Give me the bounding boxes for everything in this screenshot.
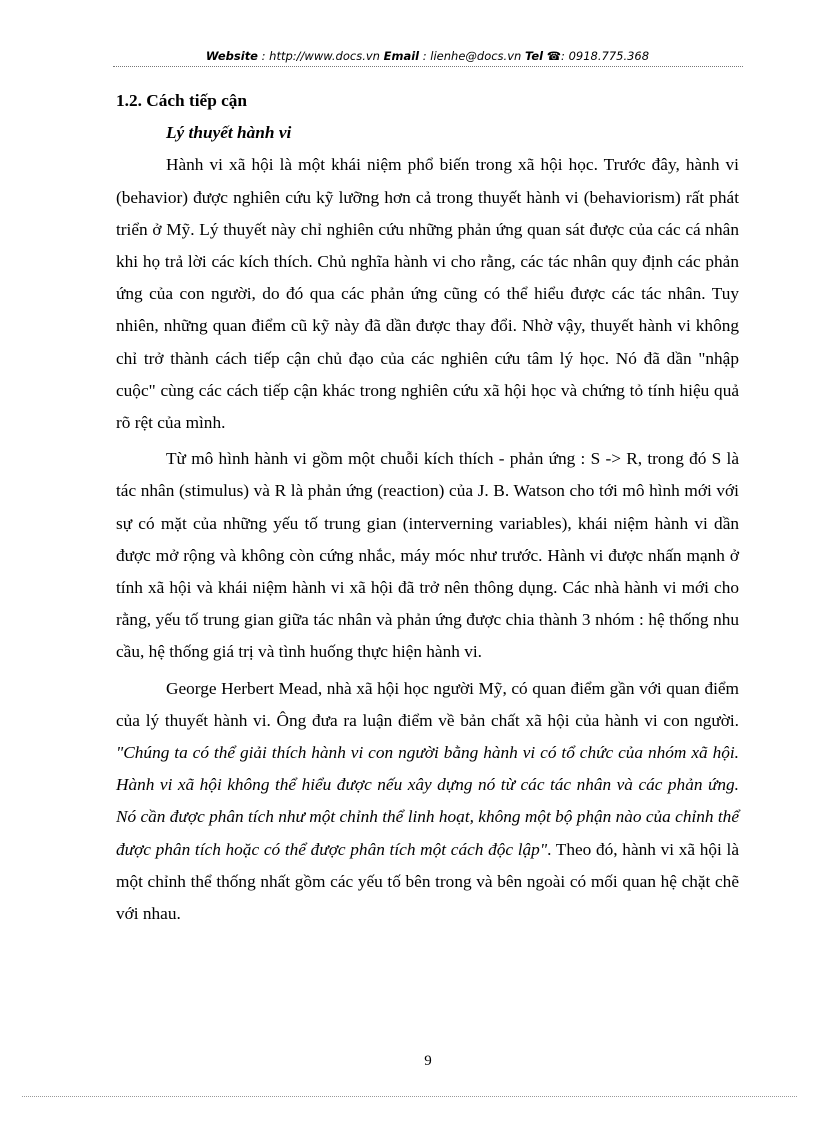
tel-value: : 0918.775.368	[561, 49, 650, 63]
paragraph-3-conclusion: . Theo đó, hành vi xã hội là một chỉnh thể thống nhất gồm các yếu tố bên trong và bên ngoài có mối quan hệ chặt chẽ với nhau.	[116, 839, 739, 924]
section-heading: 1.2. Cách tiếp cận	[116, 91, 248, 110]
page-header	[115, 48, 740, 64]
paragraph-2: Từ mô hình hành vi gồm một chuỗi kích thích - phản ứng : S -> R, trong đó S là tác nhân (stimulus) và R là phản ứng (reaction) của J. B. Watson cho tới mô hình mới với sự có mặt của những yếu tố trung gian (interverning variables), khái niệm hành vi dần được mở rộng và không còn cứng nhắc, máy móc như trước. Hành vi được nhấn mạnh ở tính xã hội và khái niệm hành vi xã hội đã trở nên thông dụng. Các nhà hành vi mới cho rằng, yếu tố trung gian giữa tác nhân và phản ứng được chia thành 3 nhóm : hệ thống nhu cầu, hệ thống giá trị và tình huống thực hiện hành vi.	[116, 449, 739, 662]
website-label: Website	[205, 49, 258, 63]
paragraph-3-intro: George Herbert Mead, nhà xã hội học người Mỹ, có quan điểm gần với quan điểm của lý thuyết hành vi. Ông đưa ra luận điểm về bản chất xã hội của hành vi con người.	[116, 678, 739, 730]
mead-quote: "Chúng ta có thể giải thích hành vi con người bằng hành vi có tổ chức của nhóm xã hội. Hành vi xã hội không thể hiểu được nếu xây dựng nó từ các tác nhân và các phản ứng. Nó cần được phân tích như một chỉnh thể linh hoạt, không một bộ phận nào của chỉnh thể được phân tích hoặc có thể được phân tích một cách độc lập"	[116, 743, 739, 859]
email-label: Email	[383, 49, 420, 63]
paragraph-3	[116, 673, 739, 931]
paragraph-1: Hành vi xã hội là một khái niệm phổ biến trong xã hội học. Trước đây, hành vi (behavior) được nghiên cứu kỹ lưỡng hơn cả trong thuyết hành vi (behaviorism) rất phát triển ở Mỹ. Lý thuyết này chỉ nghiên cứu những phản ứng quan sát được của các cá nhân khi họ trả lời các kích thích. Chủ nghĩa hành vi cho rằng, các tác nhân quy định các phản ứng của con người, do đó qua các phản ứng cũng có thể hiểu được các tác nhân. Tuy nhiên, những quan điểm cũ kỹ này đã dần được thay đổi. Nhờ vậy, thuyết hành vi không chỉ trở thành cách tiếp cận chủ đạo của các nghiên cứu tâm lý học. Nó đã dần "nhập cuộc" cùng các cách tiếp cận khác trong nghiên cứu xã hội học và chứng tỏ tính hiệu quả rõ rệt của mình.	[116, 155, 739, 433]
subsection-heading: Lý thuyết hành vi	[166, 123, 292, 143]
telephone-icon: ☎	[546, 49, 562, 63]
document-body	[116, 85, 739, 930]
tel-label: Tel	[524, 49, 544, 63]
website-value: : http://www.docs.vn	[258, 49, 384, 63]
email-value: : lienhe@docs.vn	[419, 49, 525, 63]
page-bottom-border	[22, 1096, 797, 1097]
header-divider	[113, 66, 743, 67]
page-number: 9	[424, 1053, 432, 1069]
